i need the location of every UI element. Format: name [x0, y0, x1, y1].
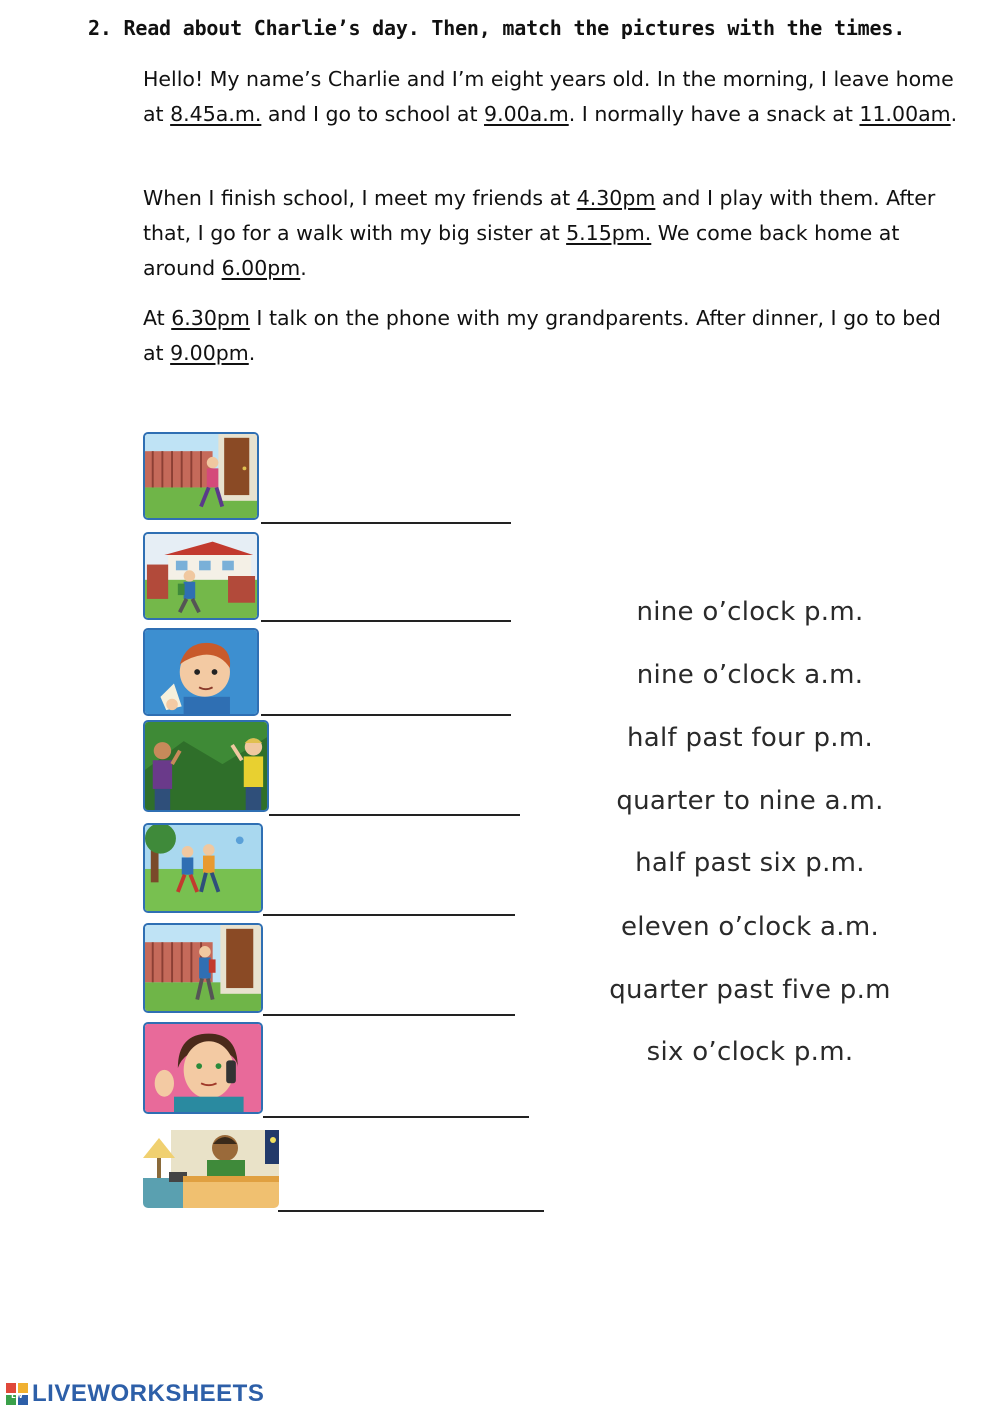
time-option-6[interactable]: eleven o’clock a.m.	[620, 912, 880, 942]
time-option-4[interactable]: quarter to nine a.m.	[616, 786, 884, 816]
text-segment: We come back home at around	[143, 221, 900, 280]
paragraph-evening	[143, 301, 963, 371]
text-segment: Hello! My name’s Charlie and I’m eight years old. In the morning, I leave home at	[143, 67, 954, 126]
answer-blank-6[interactable]	[263, 1014, 515, 1016]
time-underlined: 9.00a.m	[484, 102, 569, 126]
time-option-7[interactable]: quarter past five p.m	[609, 975, 891, 1005]
boy-going-to-bed-icon	[143, 1122, 279, 1208]
time-underlined: 4.30pm	[576, 186, 656, 210]
svg-text:LW: LW	[11, 1392, 23, 1400]
time-underlined: 6.30pm	[171, 306, 250, 330]
boy-eating-snack-icon	[143, 628, 259, 716]
answer-blank-4[interactable]	[269, 814, 520, 816]
time-option-3[interactable]: half past four p.m.	[626, 723, 874, 753]
text-segment: and I go to school at	[261, 102, 485, 126]
friends-meeting-icon	[143, 720, 269, 812]
paragraph-morning	[143, 62, 963, 132]
brand-name: LIVEWORKSHEETS	[32, 1380, 265, 1407]
text-segment: I talk on the phone with my grandparents. After dinner, I go to bed at	[143, 306, 941, 365]
text-segment: At	[143, 306, 172, 330]
text-segment: .	[950, 102, 958, 126]
boy-going-to-school-icon	[143, 532, 259, 620]
girl-leaving-home-icon	[143, 432, 259, 520]
liveworksheets-logo[interactable]	[6, 1380, 264, 1408]
time-underlined: 6.00pm	[221, 256, 301, 280]
liveworksheets-mark-icon	[6, 1383, 28, 1405]
time-option-5[interactable]: half past six p.m.	[635, 848, 865, 878]
time-option-8[interactable]: six o’clock p.m.	[646, 1037, 854, 1067]
children-playing-icon	[143, 823, 263, 913]
boy-coming-home-icon	[143, 923, 263, 1013]
exercise-title: 2. Read about Charlie’s day. Then, match the pictures with the times.	[88, 16, 906, 40]
time-option-2[interactable]: nine o’clock a.m.	[636, 660, 864, 690]
answer-blank-2[interactable]	[261, 620, 511, 622]
paragraph-afternoon	[143, 181, 963, 286]
text-segment: When I finish school, I meet my friends at	[143, 186, 577, 210]
text-segment: and I play with them. After that, I go for a walk with my big sister at	[143, 186, 936, 245]
answer-blank-3[interactable]	[261, 714, 511, 716]
answer-blank-5[interactable]	[263, 914, 515, 916]
time-option-1[interactable]: nine o’clock p.m.	[636, 597, 864, 627]
time-underlined: 5.15pm.	[566, 221, 652, 245]
text-segment: .	[248, 341, 256, 365]
text-segment: . I normally have a snack at	[568, 102, 860, 126]
text-segment: .	[300, 256, 307, 280]
answer-blank-8[interactable]	[278, 1210, 544, 1212]
time-underlined: 11.00am	[859, 102, 951, 126]
answer-blank-1[interactable]	[261, 522, 511, 524]
woman-on-phone-icon	[143, 1022, 263, 1114]
time-underlined: 9.00pm	[170, 341, 249, 365]
time-underlined: 8.45a.m.	[170, 102, 262, 126]
answer-blank-7[interactable]	[263, 1116, 529, 1118]
